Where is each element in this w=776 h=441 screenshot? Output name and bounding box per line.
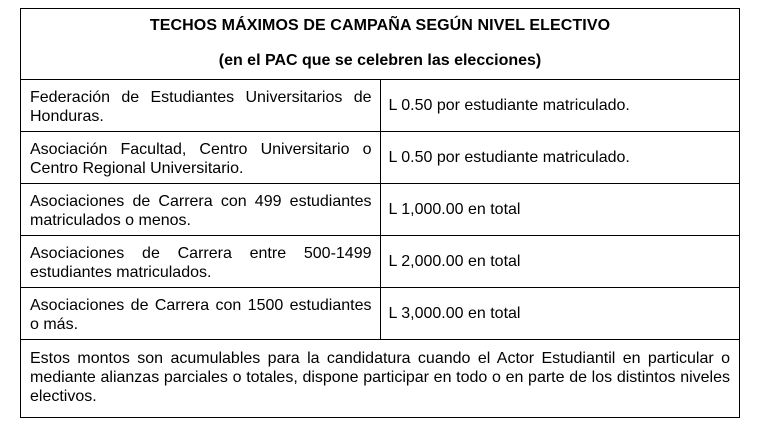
campaign-limit-cell: L 0.50 por estudiante matriculado. — [380, 132, 740, 184]
footer-note: Estos montos son acumulables para la candidatura cuando el Actor Estudiantil en particular o mediante alianzas parciales o totales, dispone participar en todo o en parte de los distintos niveles electivos. — [21, 340, 740, 418]
table-row — [21, 236, 740, 288]
campaign-limit-cell: L 3,000.00 en total — [380, 288, 740, 340]
campaign-limits-table — [20, 8, 740, 418]
electoral-level-cell: Asociaciones de Carrera con 499 estudiantes matriculados o menos. — [21, 184, 381, 236]
electoral-level-cell: Federación de Estudiantes Universitarios de Honduras. — [21, 80, 381, 132]
campaign-limit-cell: L 1,000.00 en total — [380, 184, 740, 236]
table-header-row — [21, 9, 740, 80]
table-title: TECHOS MÁXIMOS DE CAMPAÑA SEGÚN NIVEL ELECTIVO — [149, 17, 611, 34]
campaign-limit-cell: L 2,000.00 en total — [380, 236, 740, 288]
table-row — [21, 288, 740, 340]
campaign-limit-cell: L 0.50 por estudiante matriculado. — [380, 80, 740, 132]
table-row — [21, 80, 740, 132]
table-header-cell — [21, 9, 740, 80]
table-footer-row — [21, 340, 740, 418]
table-row — [21, 132, 740, 184]
table-subtitle: (en el PAC que se celebren las elecciones) — [218, 52, 542, 69]
electoral-level-cell: Asociación Facultad, Centro Universitario o Centro Regional Universitario. — [21, 132, 381, 184]
electoral-level-cell: Asociaciones de Carrera entre 500-1499 estudiantes matriculados. — [21, 236, 381, 288]
table-row — [21, 184, 740, 236]
electoral-level-cell: Asociaciones de Carrera con 1500 estudiantes o más. — [21, 288, 381, 340]
